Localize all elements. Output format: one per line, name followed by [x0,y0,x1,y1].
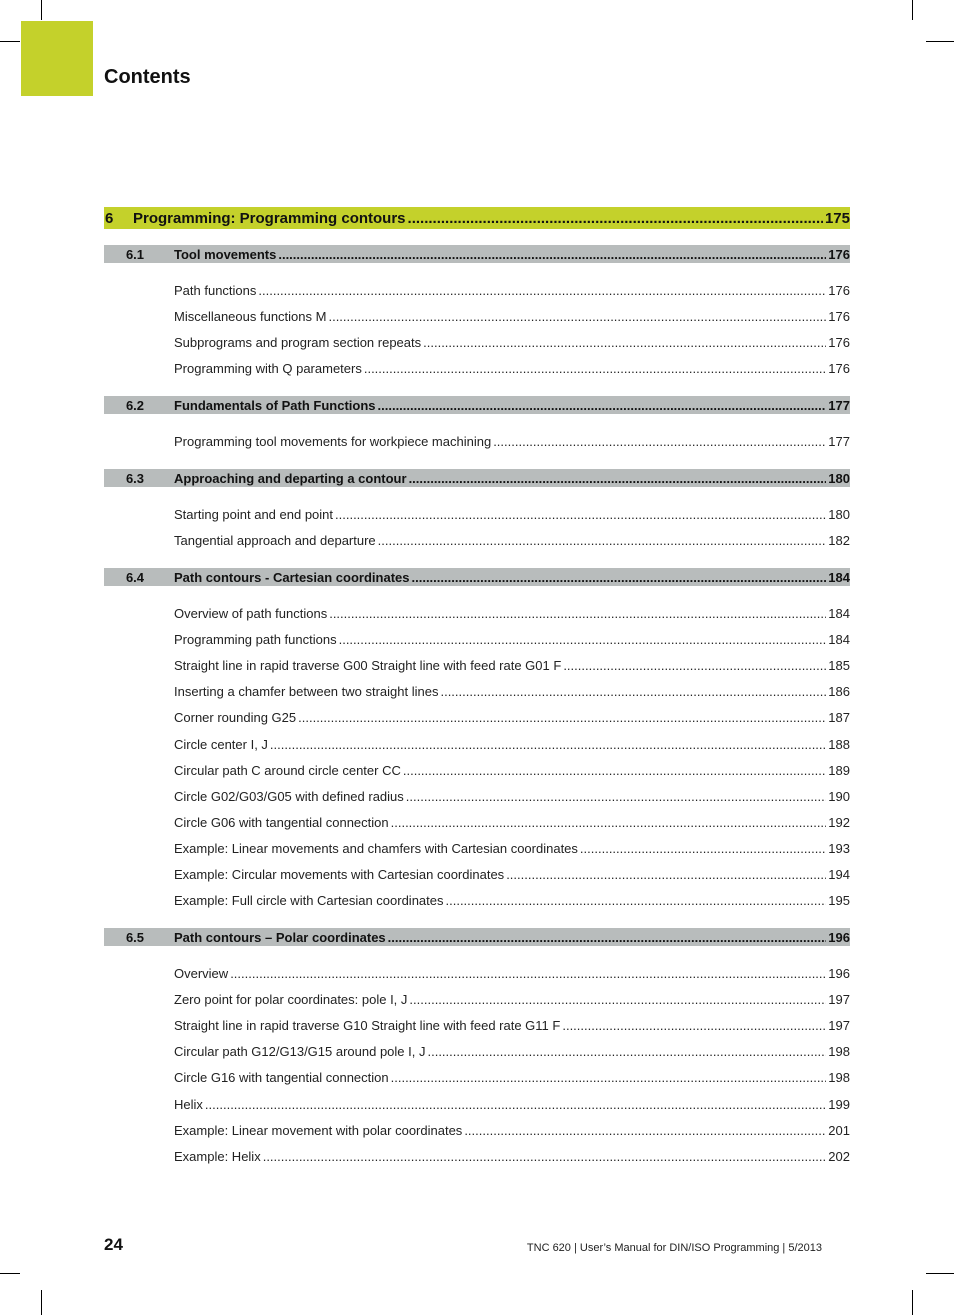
entry-title: Circle G02/G03/G05 with defined radius [174,788,404,804]
entry-page: 176 [828,282,850,298]
chapter-color-tab [21,21,93,96]
entry-title: Corner rounding G25 [174,709,297,725]
crop-mark [41,0,42,20]
dot-leader [506,867,826,882]
dot-leader [335,507,826,522]
toc-entry-row[interactable] [174,989,850,1009]
entry-page: 176 [828,308,850,324]
toc-section-row[interactable] [104,396,850,414]
dot-leader [388,930,827,945]
entry-page: 201 [828,1122,850,1138]
toc-entry-row[interactable] [174,786,850,806]
toc-entry-row[interactable] [174,864,850,884]
section-number: 6.2 [125,397,145,413]
dot-leader [412,570,827,585]
toc-entry-row[interactable] [174,1094,850,1114]
dot-leader [339,632,827,647]
crop-mark [926,41,954,42]
entry-title: Miscellaneous functions M [174,308,327,324]
dot-leader [205,1097,826,1112]
entry-title: Tangential approach and departure [174,532,376,548]
entry-title: Circle G06 with tangential connection [174,814,389,830]
entry-page: 195 [828,892,850,908]
dot-leader [329,606,826,621]
toc-entry-row[interactable] [174,530,850,550]
dot-leader [464,1123,826,1138]
dot-leader [278,247,826,262]
entry-page: 202 [828,1148,850,1164]
toc-entry-row[interactable] [174,629,850,649]
toc-chapter-row[interactable] [104,207,850,229]
entry-title: Circular path C around circle center CC [174,762,401,778]
entry-title: Example: Full circle with Cartesian coordinates [174,892,444,908]
entry-page: 194 [828,866,850,882]
entry-page: 176 [828,360,850,376]
dot-leader [270,737,826,752]
entry-page: 186 [828,683,850,699]
entry-title: Programming tool movements for workpiece machining [174,433,492,449]
entry-page: 185 [828,657,850,673]
section-title: Path contours – Polar coordinates [174,929,386,945]
toc-entry-row[interactable] [174,812,850,832]
section-number: 6.4 [125,569,145,585]
entry-page: 193 [828,840,850,856]
entry-page: 187 [828,709,850,725]
section-title: Path contours - Cartesian coordinates [174,569,410,585]
entry-page: 198 [828,1069,850,1085]
crop-mark [912,0,913,20]
section-title: Approaching and departing a contour [174,470,407,486]
toc-entry-row[interactable] [174,1067,850,1087]
dot-leader [409,471,827,486]
chapter-title: Programming: Programming contours [133,209,406,227]
entry-title: Example: Circular movements with Cartesian coordinates [174,866,505,882]
entry-title: Programming path functions [174,631,337,647]
toc-entry-row[interactable] [174,306,850,326]
toc-entry-row[interactable] [174,603,850,623]
entry-title: Circular path G12/G13/G15 around pole I, J [174,1043,426,1059]
entry-title: Zero point for polar coordinates: pole I, J [174,991,408,1007]
dot-leader [427,1044,826,1059]
entry-page: 197 [828,1017,850,1033]
entry-page: 180 [828,506,850,522]
entry-title: Circle G16 with tangential connection [174,1069,389,1085]
crop-mark [0,1273,20,1274]
entry-page: 184 [828,631,850,647]
section-number: 6.5 [125,929,145,945]
dot-leader [403,763,826,778]
dot-leader [493,434,826,449]
entry-page: 196 [828,965,850,981]
toc-entry-row[interactable] [174,760,850,780]
section-page: 177 [828,397,850,413]
entry-title: Starting point and end point [174,506,334,522]
page-number: 24 [104,1235,123,1254]
entry-title: Programming with Q parameters [174,360,362,376]
toc-entry-row[interactable] [174,1015,850,1035]
dot-leader [258,283,826,298]
entry-page: 188 [828,736,850,752]
toc-entry-row[interactable] [174,358,850,378]
crop-mark [926,1273,954,1274]
section-page: 180 [828,470,850,486]
crop-mark [0,41,20,42]
entry-title: Circle center I, J [174,736,268,752]
footer-text: TNC 620 | User’s Manual for DIN/ISO Programming | 5/2013 [526,1242,822,1254]
dot-leader [391,1070,827,1085]
dot-leader [378,398,827,413]
toc-entry-row[interactable] [174,504,850,524]
entry-page: 192 [828,814,850,830]
toc-entry-row[interactable] [174,431,850,451]
toc-entry-row[interactable] [174,681,850,701]
entry-title: Straight line in rapid traverse G00 Straight line with feed rate G01 F [174,657,562,673]
dot-leader [328,309,826,324]
entry-title: Straight line in rapid traverse G10 Straight line with feed rate G11 F [174,1017,561,1033]
entry-page: 199 [828,1096,850,1112]
dot-leader [580,841,826,856]
section-title: Fundamentals of Path Functions [174,397,376,413]
entry-page: 198 [828,1043,850,1059]
dot-leader [446,893,827,908]
chapter-page: 175 [824,209,850,227]
entry-page: 189 [828,762,850,778]
toc-section-row[interactable] [104,568,850,586]
dot-leader [440,684,826,699]
entry-page: 190 [828,788,850,804]
toc-entry-row[interactable] [174,280,850,300]
page-title: Contents [104,66,191,88]
dot-leader [408,210,823,227]
toc-entry-row[interactable] [174,963,850,983]
toc-section-row[interactable] [104,245,850,263]
entry-page: 177 [828,433,850,449]
toc-section-row[interactable] [104,469,850,487]
dot-leader [364,361,826,376]
crop-mark [41,1290,42,1315]
dot-leader [391,815,827,830]
toc-entry-row[interactable] [174,655,850,675]
section-page: 176 [828,246,850,262]
dot-leader [562,1018,826,1033]
toc-section-row[interactable] [104,928,850,946]
section-page: 184 [828,569,850,585]
dot-leader [378,533,827,548]
dot-leader [406,789,827,804]
dot-leader [230,966,826,981]
section-page: 196 [828,929,850,945]
toc-entry-row[interactable] [174,890,850,910]
toc-entry-row[interactable] [174,1146,850,1166]
entry-title: Overview [174,965,229,981]
section-title: Tool movements [174,246,277,262]
toc-entry-row[interactable] [174,838,850,858]
chapter-number: 6 [105,209,114,227]
toc-entry-row[interactable] [174,332,850,352]
toc-entry-row[interactable] [174,707,850,727]
dot-leader [298,710,826,725]
dot-leader [409,992,826,1007]
entry-page: 197 [828,991,850,1007]
crop-mark [912,1290,913,1315]
entry-page: 176 [828,334,850,350]
toc-entry-row[interactable] [174,1120,850,1140]
entry-title: Inserting a chamfer between two straight lines [174,683,439,699]
dot-leader [423,335,826,350]
section-number: 6.1 [125,246,145,262]
toc-entry-row[interactable] [174,1041,850,1061]
entry-title: Example: Linear movements and chamfers with Cartesian coordinates [174,840,578,856]
entry-title: Example: Helix [174,1148,261,1164]
toc-entry-row[interactable] [174,734,850,754]
dot-leader [563,658,826,673]
entry-title: Example: Linear movement with polar coordinates [174,1122,463,1138]
entry-page: 184 [828,605,850,621]
entry-title: Path functions [174,282,257,298]
entry-title: Helix [174,1096,203,1112]
entry-page: 182 [828,532,850,548]
section-number: 6.3 [125,470,145,486]
entry-title: Overview of path functions [174,605,328,621]
entry-title: Subprograms and program section repeats [174,334,422,350]
dot-leader [263,1149,827,1164]
